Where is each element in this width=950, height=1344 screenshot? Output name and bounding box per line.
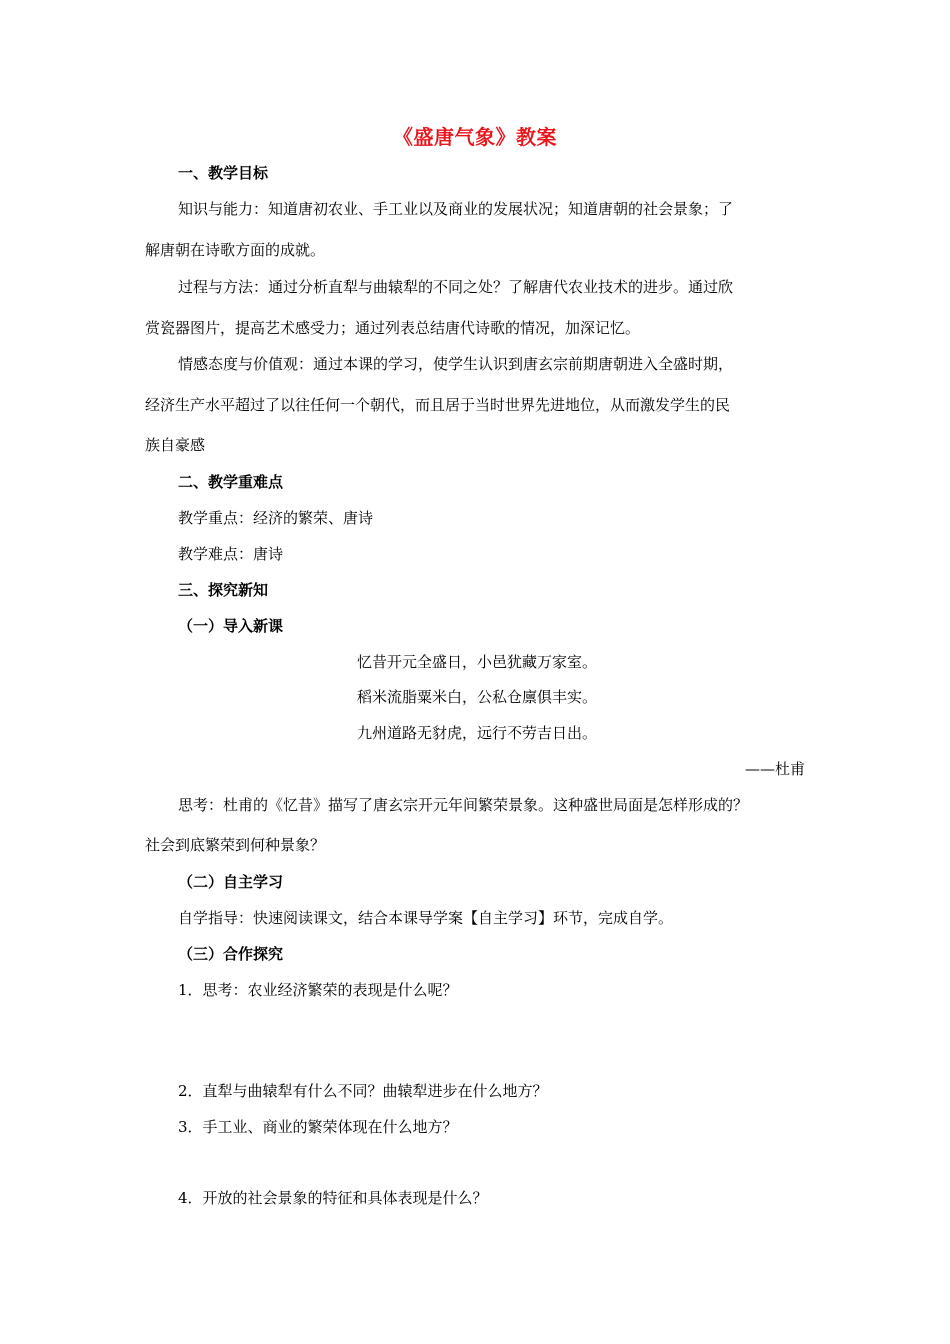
poem-author: ——杜甫 [744, 760, 805, 778]
key-point-text: 教学重点：经济的繁荣、唐诗 [178, 509, 374, 527]
paragraph-emotion-line: 族自豪感 [145, 436, 206, 454]
poem-line: 稻米流脂粟米白，公私仓廪俱丰实。 [357, 688, 598, 706]
paragraph-process-line: 过程与方法：通过分析直犁与曲辕犁的不同之处？了解唐代农业技术的进步。通过欣 [178, 278, 734, 296]
cooperation-question: 4．开放的社会景象的特征和具体表现是什么？ [178, 1189, 488, 1207]
subsection-heading-cooperation: （三）合作探究 [178, 945, 284, 963]
paragraph-emotion-line: 经济生产水平超过了以往任何一个朝代，而且居于当时世界先进地位，从而激发学生的民 [145, 396, 731, 414]
think-question-line: 社会到底繁荣到何种景象？ [145, 836, 326, 854]
section-heading-explore: 三、探究新知 [178, 581, 269, 599]
paragraph-knowledge-line: 知识与能力：知道唐初农业、手工业以及商业的发展状况；知道唐朝的社会景象；了 [178, 200, 734, 218]
difficult-point-text: 教学难点：唐诗 [178, 545, 284, 563]
think-question-line: 思考：杜甫的《忆昔》描写了唐玄宗开元年间繁荣景象。这种盛世局面是怎样形成的？ [178, 796, 749, 814]
subsection-heading-intro: （一）导入新课 [178, 617, 284, 635]
cooperation-question: 2．直犁与曲辕犁有什么不同？曲辕犁进步在什么地方？ [178, 1082, 548, 1100]
paragraph-process-line: 赏瓷器图片，提高艺术感受力；通过列表总结唐代诗歌的情况，加深记忆。 [145, 319, 641, 337]
section-heading-goals: 一、教学目标 [178, 164, 269, 182]
cooperation-question: 3．手工业、商业的繁荣体现在什么地方？ [178, 1118, 458, 1136]
section-heading-key-points: 二、教学重难点 [178, 473, 284, 491]
poem-line: 九州道路无豺虎，远行不劳吉日出。 [357, 724, 598, 742]
subsection-heading-self-study: （二）自主学习 [178, 873, 284, 891]
cooperation-question: 1．思考：农业经济繁荣的表现是什么呢？ [178, 981, 458, 999]
paragraph-emotion-line: 情感态度与价值观：通过本课的学习，使学生认识到唐玄宗前期唐朝进入全盛时期， [178, 355, 734, 373]
self-study-guide: 自学指导：快速阅读课文，结合本课导学案【自主学习】环节，完成自学。 [178, 909, 674, 927]
paragraph-knowledge-line: 解唐朝在诗歌方面的成就。 [145, 241, 326, 259]
poem-line: 忆昔开元全盛日，小邑犹藏万家室。 [357, 653, 598, 671]
document-title: 《盛唐气象》教案 [393, 125, 557, 149]
